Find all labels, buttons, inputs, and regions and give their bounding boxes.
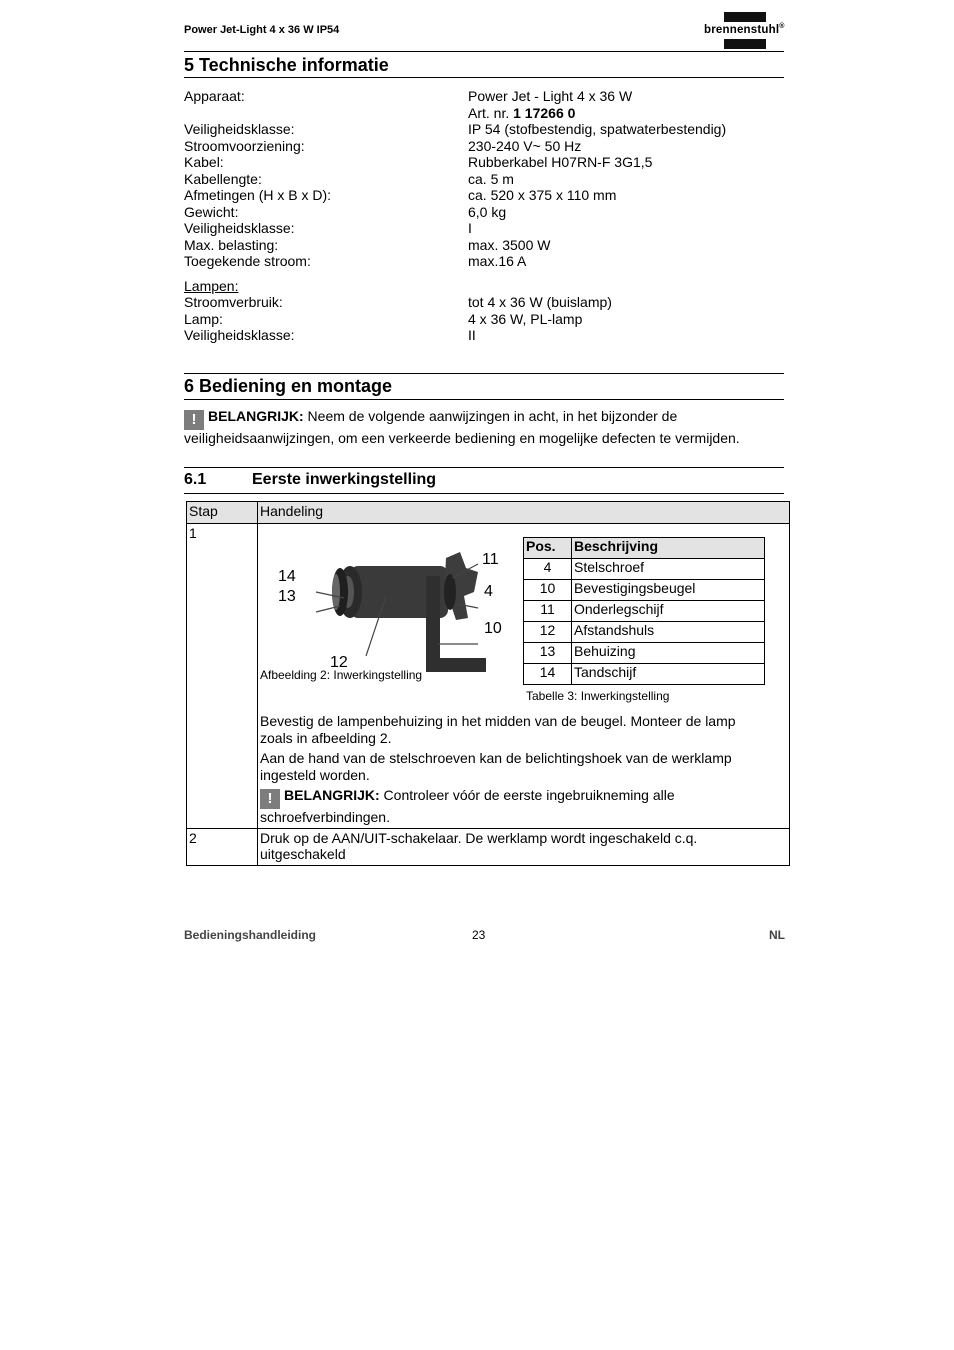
- spec-label: Kabellengte:: [184, 170, 262, 187]
- spec-value: IP 54 (stofbestendig, spatwaterbestendig): [468, 121, 727, 137]
- spec-value: 6,0 kg: [468, 203, 507, 220]
- position-table-header: [524, 538, 765, 559]
- spec-value: 230-240 V~ 50 Hz: [468, 137, 582, 154]
- brand-name: brennenstuhl: [704, 23, 780, 36]
- figure-label-10: 10: [484, 620, 502, 637]
- warning-icon: !: [184, 410, 204, 430]
- step-1-paragraph-1: Bevestig de lampenbehuizing in het midden van de beugel. Monteer de lamp zoals in afbeelding 2.: [260, 713, 736, 746]
- desc-header: Beschrijving: [572, 538, 765, 559]
- spec-value: max. 3500 W: [468, 236, 551, 253]
- position-table-caption: Tabelle 3: Inwerkingstelling: [526, 689, 670, 703]
- header-action: Handeling: [258, 502, 790, 524]
- lamps-heading: Lampen:: [184, 277, 239, 294]
- section-61-divider: [184, 493, 784, 494]
- spec-value: Art. nr. 1 17266 0: [468, 104, 576, 121]
- spec-label: Veiligheidsklasse:: [184, 327, 295, 343]
- spec-value: Power Jet - Light 4 x 36 W: [468, 88, 633, 104]
- step-2-action: Druk op de AAN/UIT-schakelaar. De werklamp wordt ingeschakeld c.q. uitgeschakeld: [258, 829, 790, 866]
- figure-label-11: 11: [482, 551, 499, 568]
- step-number: 2: [187, 829, 258, 866]
- spec-value: I: [468, 220, 472, 236]
- spec-label: Toegekende stroom:: [184, 253, 311, 269]
- spec-label: Afmetingen (H x B x D):: [184, 187, 332, 203]
- section-5-divider: [184, 77, 784, 78]
- spec-value: ca. 5 m: [468, 170, 514, 187]
- section-61-heading: 6.1 Eerste inwerkingstelling: [184, 471, 437, 488]
- spec-value: ca. 520 x 375 x 110 mm: [468, 187, 617, 203]
- language-code: NL: [769, 928, 785, 942]
- spec-label: Apparaat:: [184, 88, 245, 104]
- table-row: 13 Behuizing: [524, 643, 765, 664]
- header-step: Stap: [187, 502, 258, 524]
- table-row: [187, 829, 790, 866]
- position-table: [523, 537, 765, 685]
- table-row: 12 Afstandshuls: [524, 622, 765, 643]
- warning-label: BELANGRIJK:: [284, 787, 380, 803]
- document-title: Power Jet-Light 4 x 36 W IP54: [184, 24, 340, 36]
- figure-label-4: 4: [484, 583, 493, 600]
- figure-caption: Afbeelding 2: Inwerkingstelling: [260, 668, 423, 682]
- spec-label: Stroomvoorziening:: [184, 137, 305, 154]
- spec-label: Stroomverbruik:: [184, 294, 283, 310]
- section-6-top-divider: [184, 373, 784, 374]
- step-number: 1: [187, 524, 258, 829]
- warning-icon: !: [260, 789, 280, 809]
- table-row: [187, 524, 790, 829]
- spec-value: tot 4 x 36 W (buislamp): [468, 294, 612, 310]
- figure-label-12: 12: [330, 654, 348, 671]
- spec-label: Veiligheidsklasse:: [184, 121, 295, 137]
- article-number: 1 17266 0: [513, 104, 576, 121]
- spec-label: Max. belasting:: [184, 236, 279, 253]
- spec-value: II: [468, 327, 476, 343]
- footer-manual-label: Bedieningshandleiding: [184, 928, 317, 942]
- table-row: 10 Bevestigingsbeugel: [524, 580, 765, 601]
- spec-values: [468, 88, 726, 344]
- figure-label-13: 13: [278, 588, 296, 605]
- table-row: 4 Stelschroef: [524, 559, 765, 580]
- step-1-paragraph-2: Aan de hand van de stelschroeven kan de belichtingshoek van de werklamp ingesteld worden.: [260, 750, 732, 783]
- section-5-heading: 5 Technische informatie: [184, 55, 389, 75]
- spec-label: Veiligheidsklasse:: [184, 220, 295, 236]
- step-1-action: [258, 524, 790, 829]
- assembly-figure: [278, 548, 510, 676]
- spec-value: max.16 A: [468, 253, 527, 269]
- warning-label: BELANGRIJK:: [208, 408, 304, 424]
- section-6-heading: 6 Bediening en montage: [184, 376, 393, 396]
- spec-label: Kabel:: [184, 154, 224, 170]
- section-61-top-divider: [184, 467, 784, 468]
- table-row: 14 Tandschijf: [524, 664, 765, 685]
- figure-label-14: 14: [278, 568, 296, 585]
- section-6-warning: ! BELANGRIJK: Neem de volgende aanwijzingen in acht, in het bijzonder de veiligheidsaanwijzingen, om een verkeerde bediening en mogelijke defecten te vermijden.: [184, 408, 740, 446]
- spec-value: Rubberkabel H07RN-F 3G1,5: [468, 154, 653, 170]
- header-divider: [184, 51, 784, 52]
- spec-labels: [184, 88, 331, 344]
- brand-logo: brennenstuhl®: [704, 12, 788, 50]
- section-6-divider: [184, 399, 784, 400]
- steps-table-header: [187, 502, 790, 524]
- pos-header: Pos.: [524, 538, 572, 559]
- steps-table: [186, 501, 790, 866]
- spec-label: [184, 105, 331, 122]
- page-number: 23: [472, 928, 486, 942]
- spec-value: 4 x 36 W, PL-lamp: [468, 310, 583, 327]
- spec-label: Gewicht:: [184, 203, 239, 220]
- table-row: 11 Onderlegschijf: [524, 601, 765, 622]
- step-1-warning: ! BELANGRIJK: Controleer vóór de eerste ingebruikneming alle schroefverbindingen.: [260, 787, 675, 825]
- spec-label: Lamp:: [184, 310, 223, 327]
